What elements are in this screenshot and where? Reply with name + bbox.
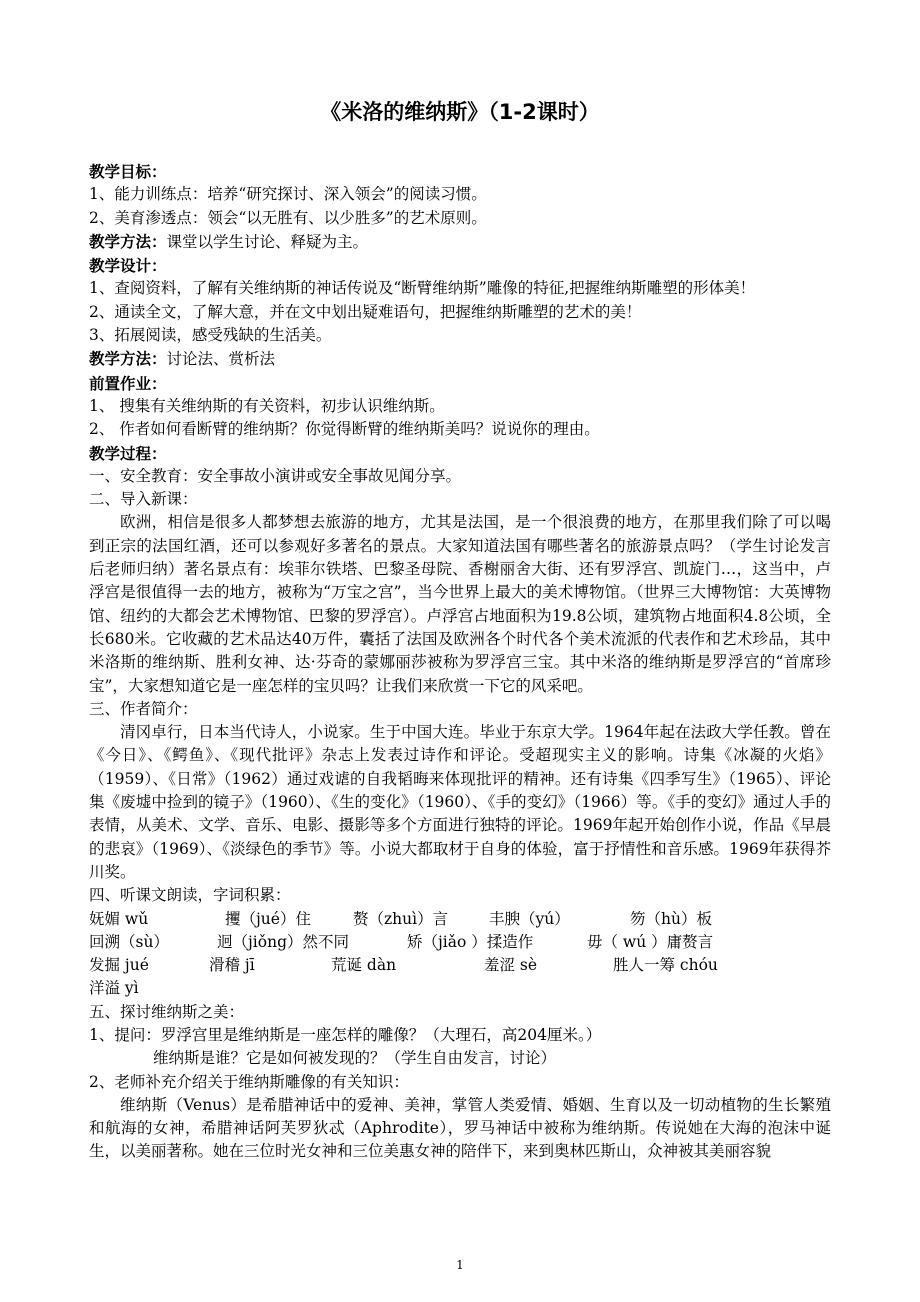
method-line-2: [89, 347, 831, 371]
vocab-row-4: [89, 977, 831, 1000]
method-label-2: 教学方法：: [89, 349, 167, 369]
venus-paragraph: 维纳斯（Venus）是希腊神话中的爱神、美神，掌管人类爱情、婚姻、生育以及一切动植物的生长繁殖和航海的女神，希腊神话阿芙罗狄忒（Aphrodite），罗马神话中被称为维纳斯。传说她在大海的泡沫中诞生，以美丽著称。她在三位时光女神和三位美惠女神的陪伴下，来到奥林匹斯山，众神被其美丽容貌: [89, 1095, 831, 1161]
method-text-2: 讨论法、赏析法: [166, 350, 276, 369]
section-vocab-heading: 四、听课文朗读，字词积累：: [89, 886, 291, 905]
vocab-item: 矫（jiǎo ）揉造作: [407, 932, 534, 951]
method-text-1: 课堂以学生讨论、释疑为主。: [166, 232, 369, 251]
document-title: 《米洛的维纳斯》（1-2课时）: [320, 100, 600, 124]
process-heading: 教学过程：: [89, 443, 167, 463]
section-author-heading: 三、作者简介：: [89, 699, 198, 718]
goal-item-1: 1、能力训练点：培养“研究探讨、深入领会”的阅读习惯。: [89, 185, 487, 204]
question-1: 1、提问：罗浮宫里是维纳斯是一座怎样的雕像？（大理石，高204厘米。）: [89, 1025, 602, 1044]
homework-item-2: 2、 作者如何看断臂的维纳斯？你觉得断臂的维纳斯美吗？说说你的理由。: [89, 420, 600, 439]
document-body: [89, 160, 831, 1164]
design-heading: 教学设计：: [89, 256, 167, 276]
goals-heading: 教学目标：: [89, 162, 167, 181]
vocab-item: 妩媚 wǔ: [89, 909, 149, 928]
vocab-item: 荒诞 dàn: [331, 956, 397, 975]
question-1b: 维纳斯是谁？它是如何被发现的？（学生自由发言，讨论）: [153, 1049, 557, 1068]
vocab-row-1: [89, 908, 831, 931]
vocab-item: 赘（zhuì）言: [353, 909, 449, 928]
question-2: 2、老师补充介绍关于维纳斯雕像的有关知识：: [89, 1072, 409, 1091]
vocab-item: 羞涩 sè: [484, 956, 538, 975]
vocab-item: 攫（jué）住: [225, 909, 311, 928]
vocab-item: 毋（ wú ）庸赘言: [587, 932, 714, 951]
goal-item-2: 2、美育渗透点：领会“以无胜有、以少胜多”的艺术原则。: [89, 208, 487, 227]
vocab-item: 笏（hù）板: [630, 909, 712, 928]
section-intro-heading: 二、导入新课：: [89, 490, 198, 509]
page-number: 1: [456, 1258, 464, 1272]
vocab-row-3: [89, 954, 831, 977]
author-paragraph: 清冈卓行，日本当代诗人，小说家。生于中国大连。毕业于东京大学。1964年起在法政大学任教。曾在《今日》、《鳄鱼》、《现代批评》杂志上发表过诗作和评论。受超现实主义的影响。诗集《冰凝的火焰》（1959）、《日常》（1962）通过戏谑的自我韬晦来体现批评的精神。还有诗集《四季写生》（1965）、评论集《废墟中捡到的镜子》（1960）、《生的变化》（1960）、《手的变幻》（1966）等。《手的变幻》通过人手的表情，从美术、文学、音乐、电影、摄影等多个方面进行独特的评论。1969年起开始创作小说，作品《早晨的悲哀》（1969）、《淡绿色的季节》等。小说大都取材于自身的体验，富于抒情性和音乐感。1969年获得芥川奖。: [89, 723, 831, 881]
vocab-row-2: [89, 931, 831, 954]
vocab-item: 回溯（sù）: [89, 932, 169, 951]
section-explore-heading: 五、探讨维纳斯之美：: [89, 1002, 245, 1021]
vocab-item: 洋溢 yì: [89, 979, 139, 998]
design-item-1: 1、查阅资料，了解有关维纳斯的神话传说及“断臂维纳斯”雕像的特征,把握维纳斯雕塑的形体美！: [89, 279, 756, 298]
vocab-item: 迥（jiǒng）然不同: [217, 932, 350, 951]
vocab-item: 发掘 jué: [89, 956, 149, 975]
section-safety: 一、安全教育：安全事故小演讲或安全事故见闻分享。: [89, 466, 462, 485]
homework-item-1: 1、 搜集有关维纳斯的有关资料，初步认识维纳斯。: [89, 396, 445, 415]
method-line-1: [89, 230, 831, 254]
design-item-2: 2、通读全文，了解大意，并在文中划出疑难语句，把握维纳斯雕塑的艺术的美！: [89, 302, 642, 321]
intro-paragraph: 欧洲，相信是很多人都梦想去旅游的地方，尤其是法国，是一个很浪费的地方，在那里我们除了可以喝到正宗的法国红酒，还可以参观好多著名的景点。大家知道法国有哪些著名的旅游景点吗？（学生讨论发言后老师归纳）著名景点有：埃菲尔铁塔、巴黎圣母院、香榭丽舍大街、还有罗浮宫、凯旋门…，这当中，卢浮宫是很值得一去的地方，被称为“万宝之宫”，当今世界上最大的美术博物馆。（世界三大博物馆：大英博物馆、纽约的大都会艺术博物馆、巴黎的罗浮宫）。卢浮宫占地面积为19.8公顷，建筑物占地面积4.8公顷，全长680米。它收藏的艺术品达40万件，囊括了法国及欧洲各个时代各个美术流派的代表作和艺术珍品，其中米洛斯的维纳斯、胜利女神、达·芬奇的蒙娜丽莎被称为罗浮宫三宝。其中米洛的维纳斯是罗浮宫的“首席珍宝”，大家想知道它是一座怎样的宝贝吗？让我们来欣赏一下它的风采吧。: [89, 513, 831, 695]
homework-heading: 前置作业：: [89, 373, 167, 393]
vocab-item: 丰腴（yú）: [489, 909, 570, 928]
vocab-item: 滑稽 jī: [209, 956, 255, 975]
method-label-1: 教学方法：: [89, 231, 167, 251]
vocab-item: 胜人一筹 chóu: [613, 956, 718, 975]
design-item-3: 3、拓展阅读，感受残缺的生活美。: [89, 326, 332, 345]
